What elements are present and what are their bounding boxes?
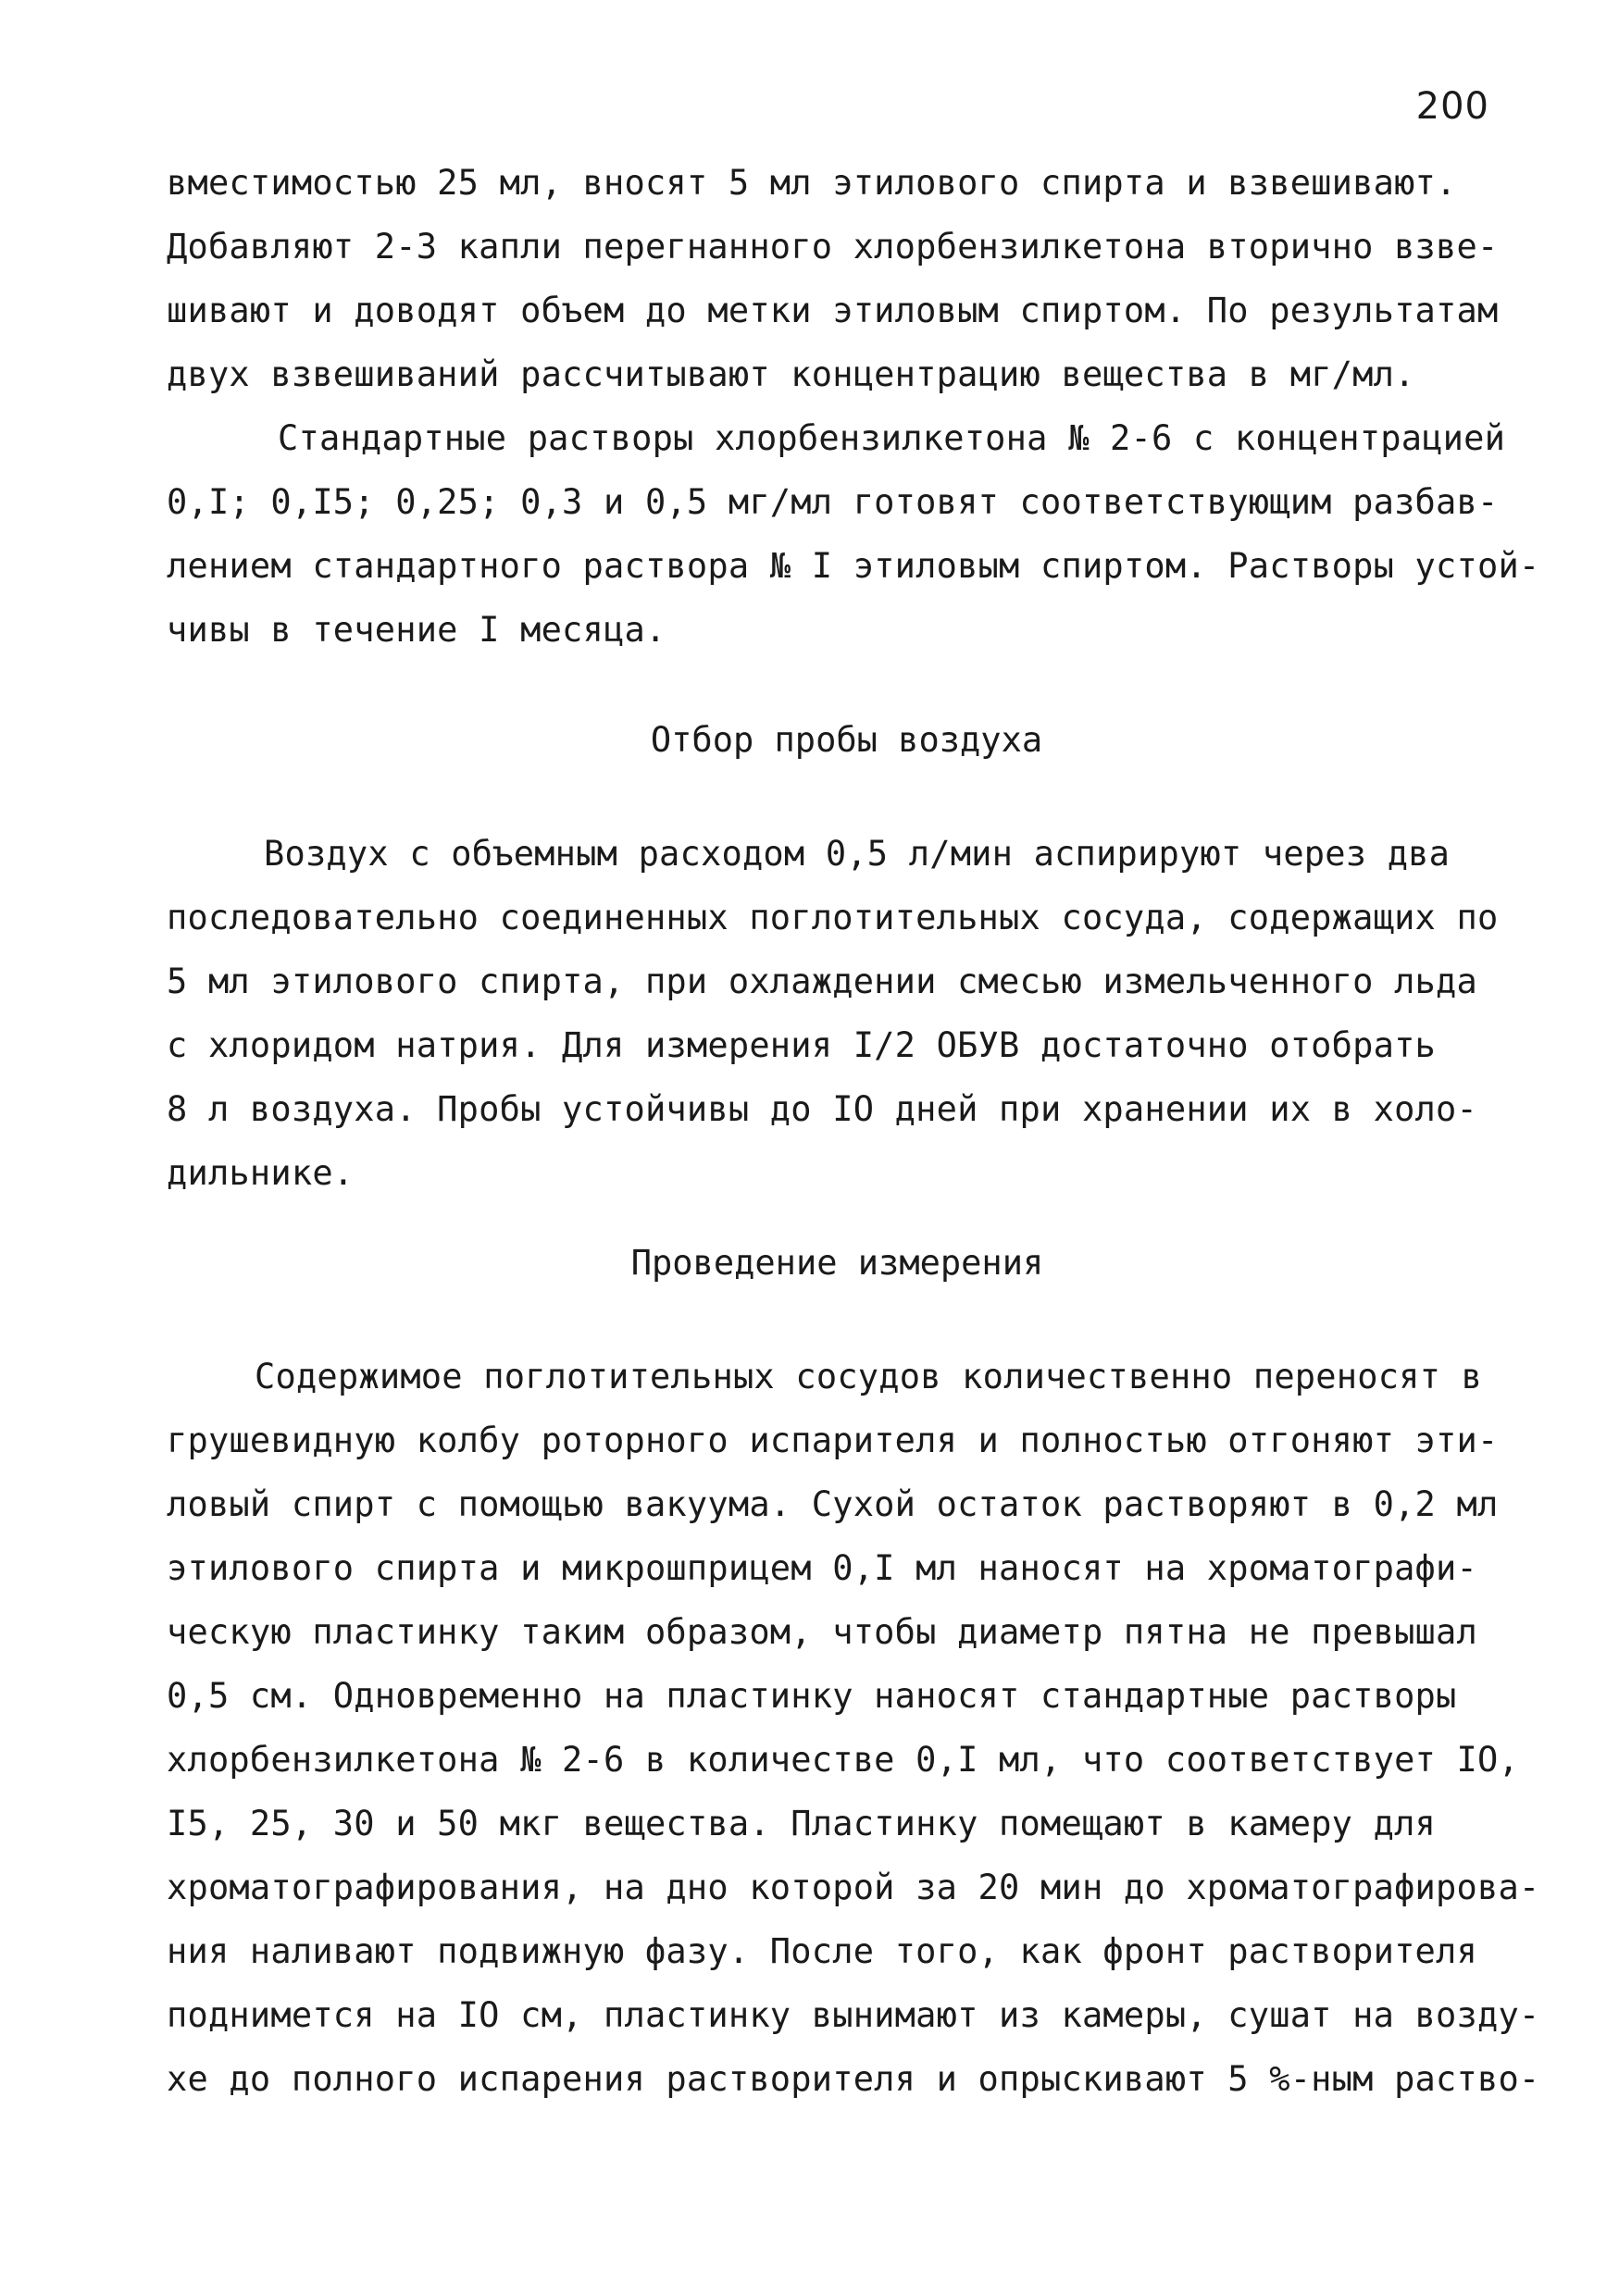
text-line: грушевидную колбу роторного испарителя и полностью отгоняют эти- (167, 1421, 1499, 1460)
text-line: Стандартные растворы хлорбензилкетона № 2-6 с концентрацией (278, 418, 1506, 458)
text-line: ческую пластинку таким образом, чтобы диаметр пятна не превышал (167, 1612, 1477, 1652)
heading-air-sampling: Отбор пробы воздуха (650, 720, 1043, 760)
text-line: хлорбензилкетона № 2-6 в количестве 0,I мл, что соответствует IO, (167, 1740, 1519, 1780)
text-line: Добавляют 2-3 капли перегнанного хлорбензилкетона вторично взве- (167, 227, 1499, 267)
text-line: Воздух с объемным расходом 0,5 л/мин аспирируют через два (264, 834, 1451, 874)
text-line: чивы в течение I месяца. (167, 610, 666, 650)
text-line: двух взвешиваний рассчитывают концентрацию вещества в мг/мл. (167, 354, 1415, 394)
text-line: 5 мл этилового спирта, при охлаждении смесью измельченного льда (167, 962, 1477, 1001)
text-line: 0,I; 0,I5; 0,25; 0,3 и 0,5 мг/мл готовят соответствующим разбав- (167, 482, 1499, 522)
text-line: I5, 25, 30 и 50 мкг вещества. Пластинку помещают в камеру для (167, 1804, 1437, 1843)
text-line: шивают и доводят объем до метки этиловым спиртом. По результатам (167, 291, 1499, 330)
text-line: хе до полного испарения растворителя и опрыскивают 5 %-ным раство- (167, 2059, 1540, 2099)
text-line: последовательно соединенных поглотительных сосуда, содержащих по (167, 898, 1499, 937)
page-number: 200 (1415, 85, 1489, 128)
text-line: лением стандартного раствора № I этиловым спиртом. Растворы устой- (167, 546, 1540, 586)
heading-measurement: Проведение измерения (630, 1243, 1044, 1283)
text-line: хроматографирования, на дно которой за 20 мин до хроматографирова- (167, 1868, 1540, 1907)
text-line: Содержимое поглотительных сосудов количественно переносят в (255, 1357, 1483, 1396)
text-line: этилового спирта и микрошприцем 0,I мл наносят на хроматографи- (167, 1548, 1477, 1588)
text-line: 0,5 см. Одновременно на пластинку наносят стандартные растворы (167, 1676, 1457, 1716)
text-line: с хлоридом натрия. Для измерения I/2 ОБУВ достаточно отобрать (167, 1025, 1437, 1065)
text-line: дильнике. (167, 1153, 355, 1193)
text-line: ния наливают подвижную фазу. После того, как фронт растворителя (167, 1931, 1477, 1971)
text-line: поднимется на IO см, пластинку вынимают из камеры, сушат на возду- (167, 1995, 1540, 2035)
text-line: вместимостью 25 мл, вносят 5 мл этилового спирта и взвешивают. (167, 163, 1457, 203)
text-line: 8 л воздуха. Пробы устойчивы до IO дней при хранении их в холо- (167, 1089, 1477, 1129)
text-line: ловый спирт с помощью вакуума. Сухой остаток растворяют в 0,2 мл (167, 1484, 1499, 1524)
